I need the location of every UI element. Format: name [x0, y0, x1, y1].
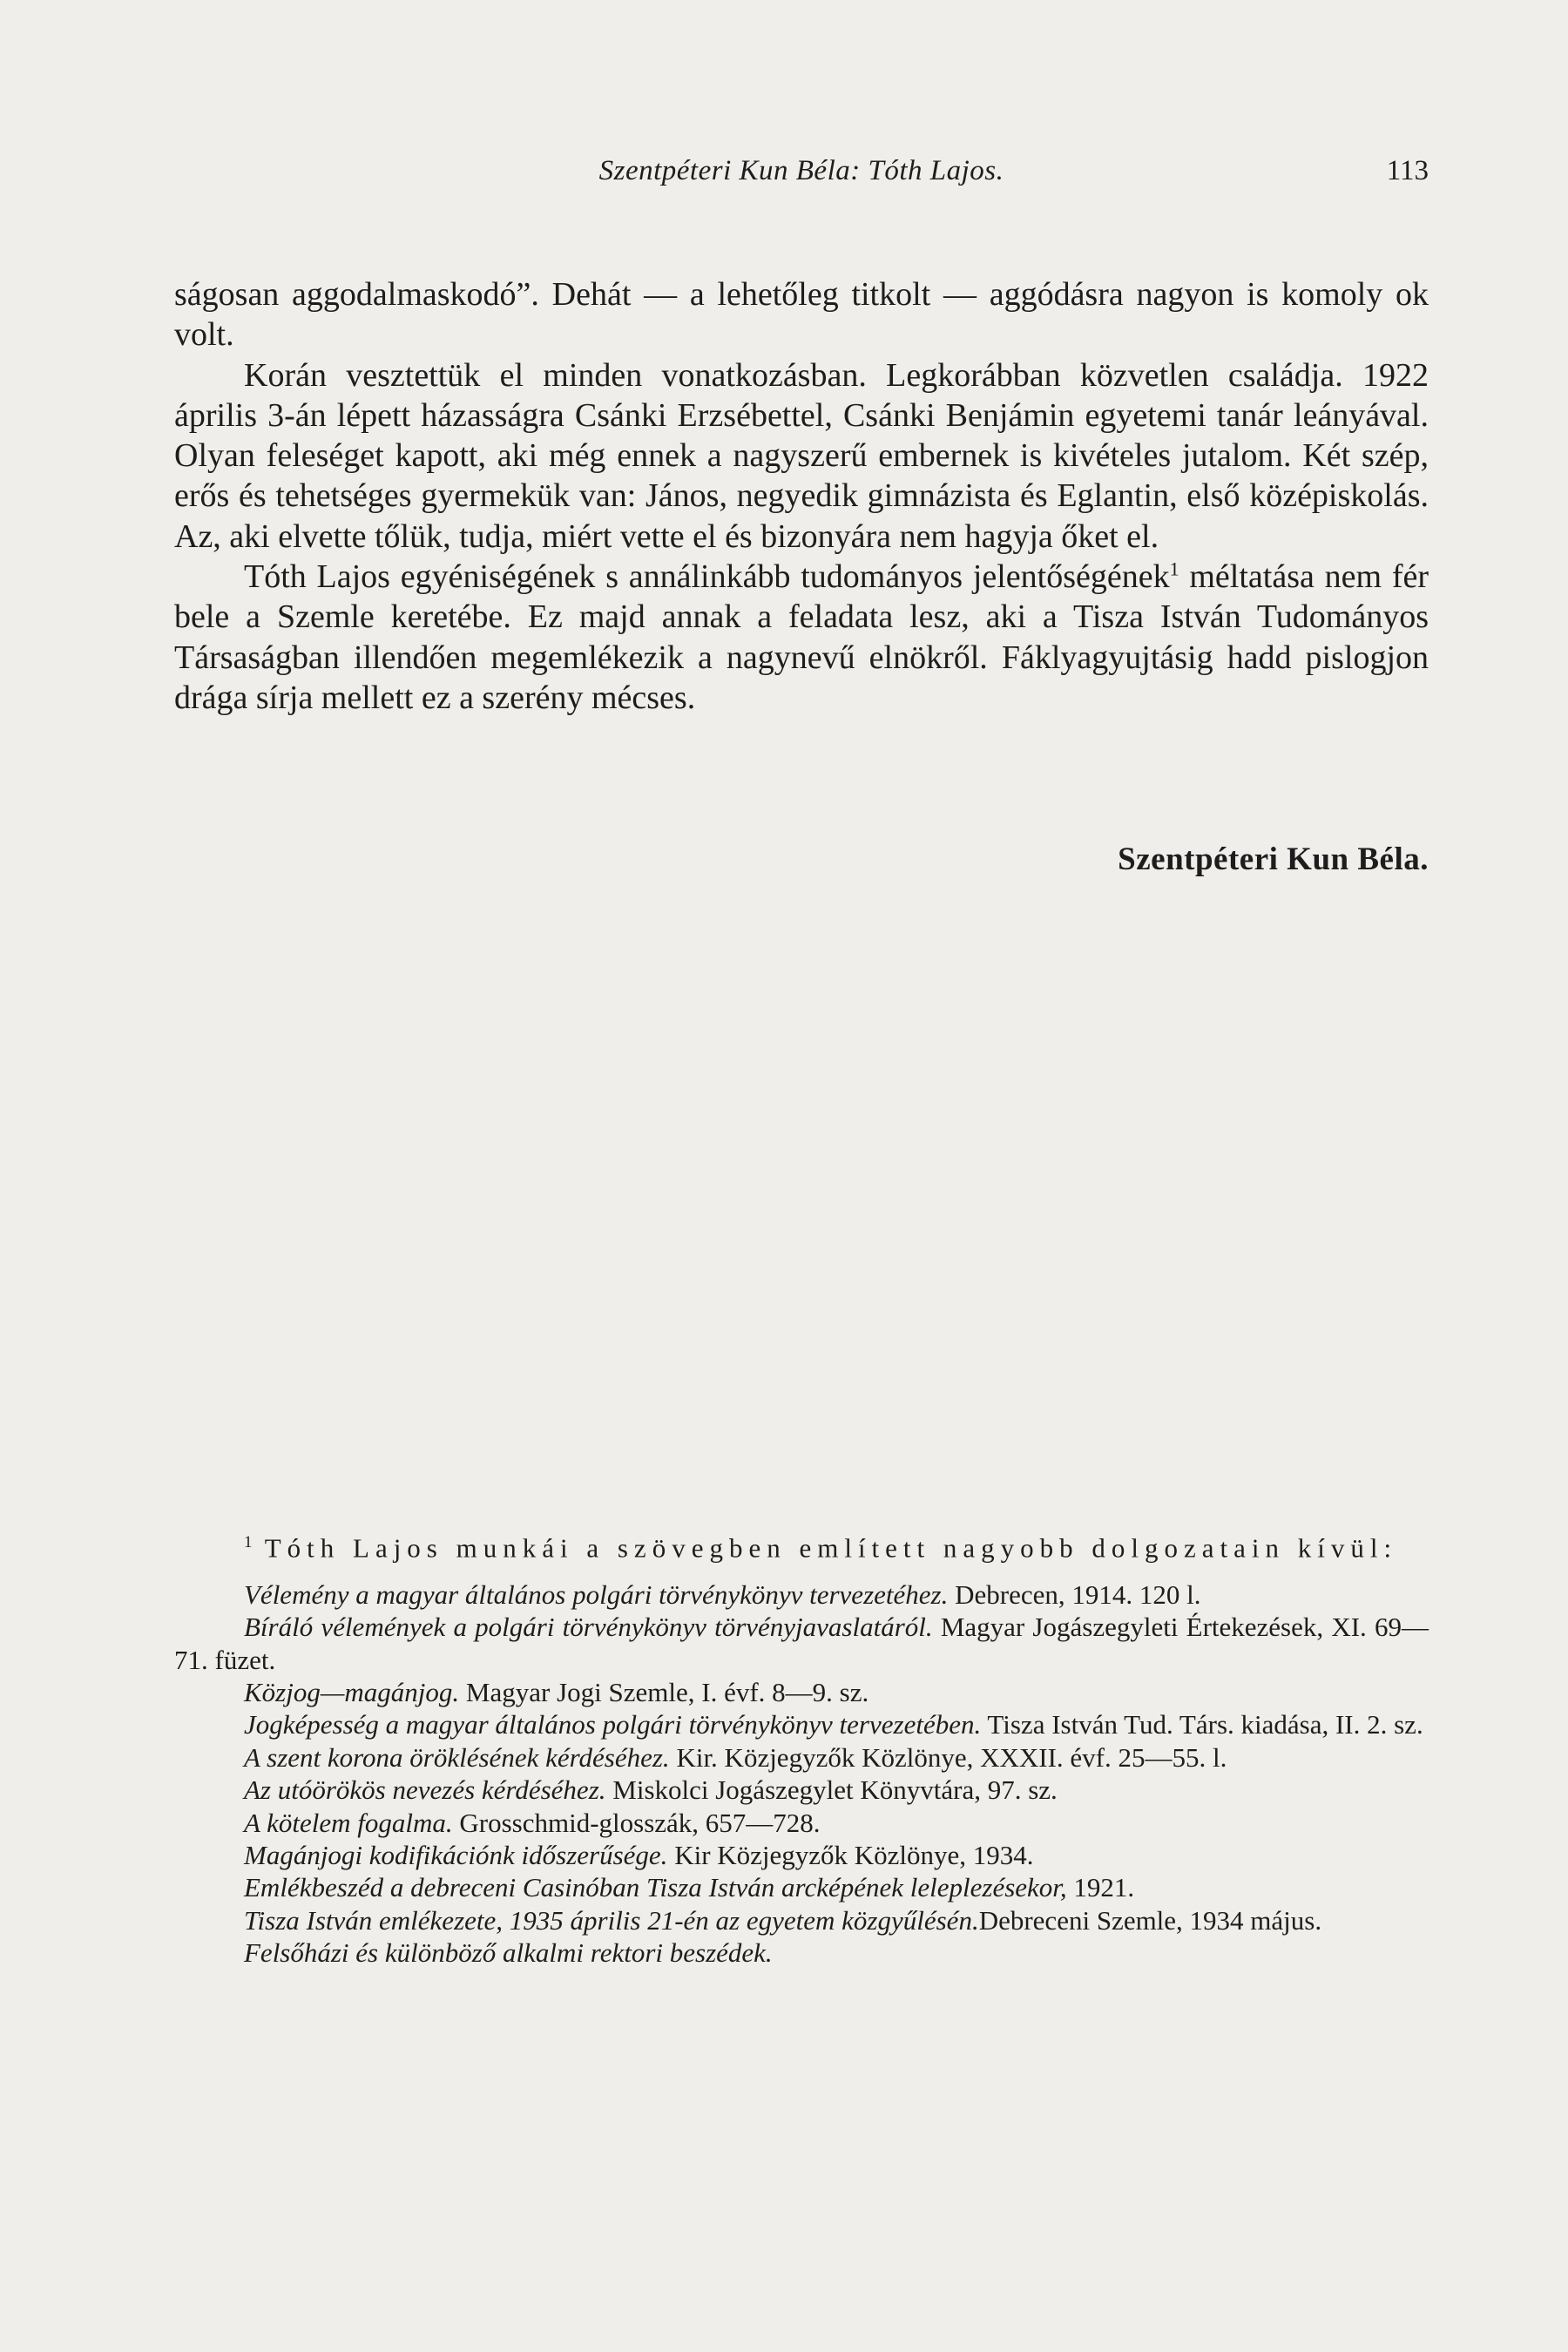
- work-title: Emlékbeszéd a debreceni Casinóban Tisza István arcképének leleplezésekor,: [244, 1872, 1067, 1903]
- footnote-intro: [174, 1526, 1429, 1565]
- work-title: Közjog—magánjog.: [244, 1676, 460, 1707]
- work-title: Bíráló vélemények a polgári törvénykönyv törvényjavaslatáról.: [244, 1612, 933, 1643]
- work-title: Felsőházi és különböző alkalmi rektori beszédek.: [244, 1937, 773, 1969]
- bibliography-entry: [174, 1936, 1429, 1969]
- bibliography-entry: [174, 1904, 1429, 1936]
- paragraph-text: méltatása nem fér bele a Szemle keretébe. Ez majd annak a feladata lesz, aki a Tisza István Tudományos Társaságban illendően megemlékezik a nagynevű elnökről. Fáklyagyujtásig hadd pislogjon drága sírja mellett ez a szerény mécses.: [174, 558, 1429, 716]
- work-title: A kötelem fogalma.: [244, 1807, 453, 1838]
- work-title: Az utóörökös nevezés kérdéséhez.: [244, 1774, 606, 1806]
- page-header: [174, 155, 1429, 199]
- running-title: Szentpéteri Kun Béla: Tóth Lajos.: [598, 155, 1004, 186]
- bibliography-entry: [174, 1807, 1429, 1839]
- publication-details: Grosschmid-glosszák, 657—728.: [452, 1807, 821, 1838]
- footnote-intro-text: Tóth Lajos munkái a szövegben említett nagyobb dolgozatain kívül:: [264, 1532, 1398, 1564]
- bibliography-entry: [174, 1676, 1429, 1708]
- publication-details: Miskolci Jogászegylet Könyvtára, 97. sz.: [605, 1774, 1058, 1806]
- publication-details: Debrecen, 1914. 120 l.: [948, 1578, 1201, 1610]
- footnote-reference: 1: [1169, 558, 1179, 580]
- work-title: Vélemény a magyar általános polgári törvénykönyv tervezetéhez.: [244, 1578, 949, 1610]
- paragraph: ságosan aggodalmaskodó”. Dehát — a lehetőleg titkolt — aggódásra nagyon is komoly ok volt.: [174, 276, 1429, 354]
- work-title: Tisza István emlékezete, 1935 április 21-én az egyetem közgyűlésén.: [244, 1904, 979, 1936]
- bibliography-entry: [174, 1578, 1429, 1611]
- footnote-marker: 1: [244, 1533, 253, 1551]
- publication-details: Magyar Jogászegyleti Értekezések, XI. 69—71. füzet.: [174, 1612, 1429, 1675]
- publication-details: Tisza István Tud. Társ. kiadása, II. 2. sz.: [981, 1709, 1423, 1740]
- bibliography-entry: [174, 1871, 1429, 1903]
- paragraph-text: Tóth Lajos egyéniségének s annálinkább tudományos jelentőségének: [244, 558, 1170, 596]
- publication-details: 1921.: [1066, 1872, 1135, 1903]
- paragraph: [174, 557, 1429, 718]
- author-signature: Szentpéteri Kun Béla.: [1118, 841, 1429, 877]
- footnotes: [174, 1526, 1429, 1970]
- work-title: Magánjogi kodifikációnk időszerűsége.: [244, 1839, 668, 1870]
- publication-details: Kir Közjegyzők Közlönye, 1934.: [667, 1839, 1034, 1870]
- publication-details: Magyar Jogi Szemle, I. évf. 8—9. sz.: [459, 1676, 869, 1707]
- publication-details: Debreceni Szemle, 1934 május.: [978, 1904, 1322, 1936]
- publication-details: Kir. Közjegyzők Közlönye, XXXII. évf. 25—55. l.: [669, 1741, 1227, 1773]
- work-title: Jogképesség a magyar általános polgári törvénykönyv tervezetében.: [244, 1709, 982, 1740]
- bibliography-entry: [174, 1611, 1429, 1676]
- work-title: A szent korona öröklésének kérdéséhez.: [244, 1741, 670, 1773]
- bibliography-entry: [174, 1839, 1429, 1871]
- main-text: [174, 274, 1429, 718]
- bibliography-list: [174, 1578, 1429, 1970]
- bibliography-entry: [174, 1708, 1429, 1740]
- bibliography-entry: [174, 1741, 1429, 1774]
- bibliography-entry: [174, 1774, 1429, 1806]
- page-number: 113: [1386, 155, 1429, 186]
- paragraph: Korán vesztettük el minden vonatkozásban. Legkorábban közvetlen családja. 1922 április 3-án lépett házasságra Csánki Erzsébettel, Csánki Benjámin egyetemi tanár leányával. Olyan feleséget kapott, aki még ennek a nagyszerű embernek is kivételes jutalom. Két szép, erős és tehetséges gyermekük van: János, negyedik gimnázista és Eglantin, első középiskolás. Az, aki elvette tőlük, tudja, miért vette el és bizonyára nem hagyja őket el.: [174, 356, 1429, 555]
